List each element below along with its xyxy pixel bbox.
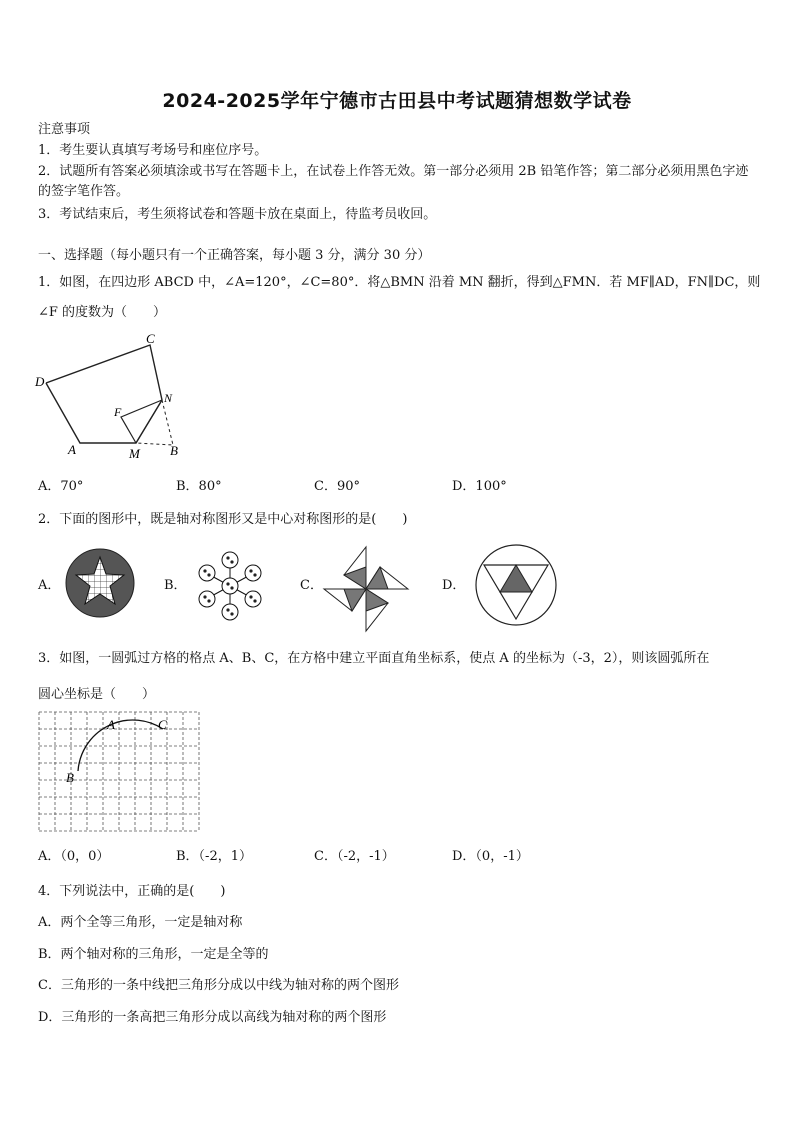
q1-option-a: A．70° xyxy=(38,479,84,494)
q3-option-b: B．（-2，1） xyxy=(176,849,252,864)
label-f: F xyxy=(114,405,122,419)
q3-stem: 3．如图，一圆弧过方格的格点 A、B、C，在方格中建立平面直角坐标系，使点 A 的坐标为（-3，2），则该圆弧所在 xyxy=(38,651,710,666)
q4-stem: 4．下列说法中，正确的是( ) xyxy=(38,884,226,899)
q1-option-d: D．100° xyxy=(452,479,507,494)
q1-option-c: C．90° xyxy=(314,479,360,494)
q1-stem: 1．如图，在四边形 ABCD 中，∠A=120°，∠C=80°．将△BMN 沿着 MN 翻折，得到△FMN．若 MF∥AD，FN∥DC，则 xyxy=(38,275,761,290)
label-m: M xyxy=(129,446,140,461)
page-title: 2024-2025学年宁德市古田县中考试题猜想数学试卷 xyxy=(162,90,632,112)
q2-stem: 2．下面的图形中，既是轴对称图形又是中心对称图形的是( ) xyxy=(38,512,408,527)
label-c: C xyxy=(158,717,167,732)
fold-line-mn xyxy=(136,400,162,443)
grid-lines xyxy=(39,712,199,831)
q3-grid-figure xyxy=(38,711,200,833)
q2-option-b-label: B． xyxy=(164,578,187,593)
label-b: B xyxy=(170,443,178,458)
q2-option-d-label: D． xyxy=(442,578,466,593)
q2-flower-figure xyxy=(192,548,268,624)
label-b: B xyxy=(66,770,74,785)
notice-item-2: 2．试题所有答案必须填涂或书写在答题卡上，在试卷上作答无效。第一部分必须用 2B 铅笔作答；第二部分必须用黑色字迹的签字笔作答。 xyxy=(38,164,749,199)
notice-item-3: 3．考试结束后，考生须将试卷和答题卡放在桌面上，待监考员收回。 xyxy=(38,207,437,222)
q4-option-c: C．三角形的一条中线把三角形分成以中线为轴对称的两个图形 xyxy=(38,978,399,993)
q1-option-b: B．80° xyxy=(176,479,222,494)
q2-option-a-label: A． xyxy=(38,578,61,593)
q1-quadrilateral-figure xyxy=(30,328,190,466)
folded-triangle-dashed xyxy=(136,400,173,445)
notice-item-1: 1．考生要认真填写考场号和座位序号。 xyxy=(38,143,268,158)
triangle-fmn xyxy=(121,400,162,443)
q3-stem-cont: 圆心坐标是（ ） xyxy=(38,687,156,702)
q4-option-b: B．两个轴对称的三角形，一定是全等的 xyxy=(38,947,269,962)
q3-option-c: C．（-2，-1） xyxy=(314,849,395,864)
label-c: C xyxy=(146,331,155,346)
q2-triangle-circle-figure xyxy=(474,543,558,627)
q2-option-c-label: C． xyxy=(300,578,323,593)
notice-heading: 注意事项 xyxy=(38,122,91,137)
label-a: A xyxy=(68,442,76,457)
label-n: N xyxy=(164,391,173,405)
q4-option-d: D．三角形的一条高把三角形分成以高线为轴对称的两个图形 xyxy=(38,1010,387,1025)
q3-option-a: A．（0，0） xyxy=(38,849,110,864)
q3-option-d: D．（0，-1） xyxy=(452,849,529,864)
section-heading: 一、选择题（每小题只有一个正确答案，每小题 3 分，满分 30 分） xyxy=(38,248,431,263)
label-d: D xyxy=(35,374,45,389)
q2-star-circle-figure xyxy=(64,545,140,621)
q2-pinwheel-figure xyxy=(322,545,410,633)
q4-option-a: A．两个全等三角形，一定是轴对称 xyxy=(38,915,243,930)
label-a: A xyxy=(107,717,115,732)
q1-stem-cont: ∠F 的度数为（ ） xyxy=(38,305,167,320)
